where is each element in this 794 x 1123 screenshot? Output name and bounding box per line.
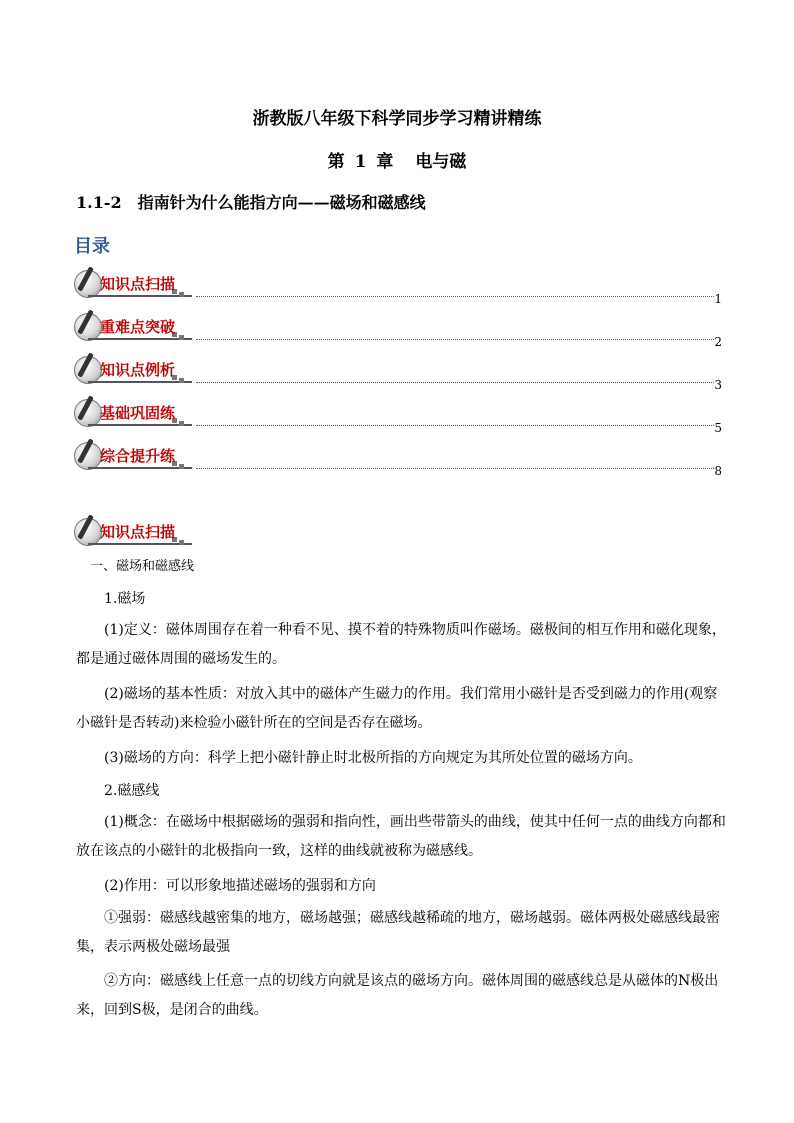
subheading-magnetic-field: 1.磁场 — [104, 591, 146, 607]
toc-leader — [196, 339, 714, 340]
chapter-number: 第 1 章 — [327, 152, 394, 172]
section-badge — [72, 268, 196, 302]
toc-item-label: 基础巩固练 — [100, 404, 176, 422]
toc-item-examples[interactable] — [72, 354, 722, 394]
document-title: 浙教版八年级下科学同步学习精讲精练 — [252, 109, 542, 129]
paragraph-concept: (1)概念：在磁场中根据磁场的强弱和指向性，画出些带箭头的曲线，使其中任何一点的曲线方向都和放在该点的小磁针的北极指向一致，这样的曲线就被称为磁感线。 — [76, 814, 726, 859]
section-badge — [72, 354, 196, 388]
section-badge — [72, 397, 196, 431]
toc-leader — [196, 296, 714, 297]
toc-leader — [196, 382, 714, 383]
toc-item-advanced-practice[interactable] — [72, 440, 722, 480]
toc-item-label: 知识点扫描 — [100, 275, 176, 293]
subheading-field-lines: 2.磁感线 — [104, 783, 160, 799]
section-badge — [72, 440, 196, 474]
toc-page-number: 1 — [714, 292, 722, 306]
paragraph-line-direction: ②方向：磁感线上任意一点的切线方向就是该点的磁场方向。磁体周围的磁感线总是从磁体的N极出来，回到S极，是闭合的曲线。 — [76, 973, 719, 1018]
toc-page-number: 2 — [714, 335, 722, 349]
chapter-title — [0, 147, 794, 172]
section-badge — [72, 311, 196, 345]
paragraph-strength: ①强弱：磁感线越密集的地方，磁场越强；磁感线越稀疏的地方，磁场越弱。磁体两极处磁感线最密集，表示两极处磁场最强 — [76, 910, 720, 955]
paragraph-property: (2)磁场的基本性质：对放入其中的磁体产生磁力的作用。我们常用小磁针是否受到磁力的作用(观察小磁针是否转动)来检验小磁针所在的空间是否存在磁场。 — [76, 686, 718, 731]
toc-heading: 目录 — [74, 236, 110, 257]
toc-item-knowledge-scan[interactable] — [72, 268, 722, 308]
toc-page-number: 3 — [714, 378, 722, 392]
toc-page-number: 8 — [714, 464, 722, 478]
paragraph-function: (2)作用：可以形象地描述磁场的强弱和方向 — [104, 878, 376, 894]
toc-item-key-points[interactable] — [72, 311, 722, 351]
toc-leader — [196, 425, 714, 426]
paragraph-direction: (3)磁场的方向：科学上把小磁针静止时北极所指的方向规定为其所处位置的磁场方向。 — [104, 750, 642, 766]
paragraph-definition: (1)定义：磁体周围存在着一种看不见、摸不着的特殊物质叫作磁场。磁极间的相互作用和磁化现象，都是通过磁体周围的磁场发生的。 — [76, 622, 726, 667]
toc-page-number: 5 — [714, 421, 722, 435]
content-heading: 一、磁场和磁感线 — [90, 559, 195, 574]
chapter-name: 电与磁 — [415, 152, 467, 172]
content-section-badge — [72, 516, 196, 550]
section-title: 1.1-2 指南针为什么能指方向——磁场和磁感线 — [76, 193, 426, 212]
toc-leader — [196, 468, 714, 469]
content-badge-label: 知识点扫描 — [100, 523, 176, 541]
toc-item-label: 综合提升练 — [100, 447, 176, 465]
toc-item-label: 重难点突破 — [100, 318, 176, 336]
toc-item-basic-practice[interactable] — [72, 397, 722, 437]
toc-item-label: 知识点例析 — [100, 361, 176, 379]
